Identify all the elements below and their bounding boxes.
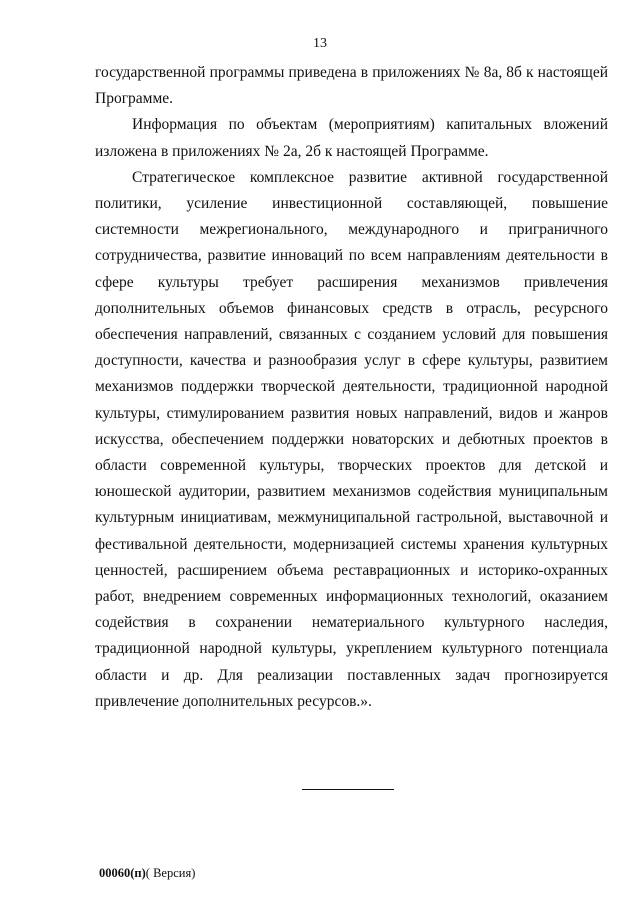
document-body — [95, 60, 608, 715]
document-version-label: ( Версия) — [145, 866, 196, 880]
paragraph-continuation: государственной программы приведена в приложениях № 8а, 8б к настоящей Программе. — [95, 64, 608, 108]
paragraph-strategic-development: Стратегическое комплексное развитие активной государственной политики, усиление инвестиционной составляющей, повышение системности межрегионального, международного и приграничного сотрудничества, развитие инноваций по всем направлениям деятельности в сфере культуры требует расширения механизмов привлечения дополнительных объемов финансовых средств в отрасль, ресурсного обеспечения направлений, связанных с созданием условий для повышения доступности, качества и разнообразия услуг в сфере культуры, развитием механизмов поддержки творческой деятельности, традиционной народной культуры, стимулированием развития новых направлений, видов и жанров искусства, обеспечением поддержки новаторских и дебютных проектов в области современной культуры, творческих проектов для детской и юношеской аудитории, развитием механизмов содействия муниципальным культурным инициативам, межмуниципальной гастрольной, выставочной и фестивальной деятельности, модернизацией системы хранения культурных ценностей, расширением объема реставрационных и историко-охранных работ, внедрением современных информационных технологий, оказанием содействия в сохранении нематериального культурного наследия, традиционной народной культуры, укреплением культурного потенциала области и др. Для реализации поставленных задач прогнозируется привлечение дополнительных ресурсов.». — [95, 168, 608, 710]
page-number: 13 — [313, 36, 327, 51]
end-separator-line — [302, 789, 394, 790]
document-code-number: 00060(п) — [99, 866, 146, 880]
paragraph-capital-investments: Информация по объектам (мероприятиям) капитальных вложений изложена в приложениях № 2а, 2б к настоящей Программе. — [95, 116, 608, 160]
document-code — [99, 866, 195, 880]
